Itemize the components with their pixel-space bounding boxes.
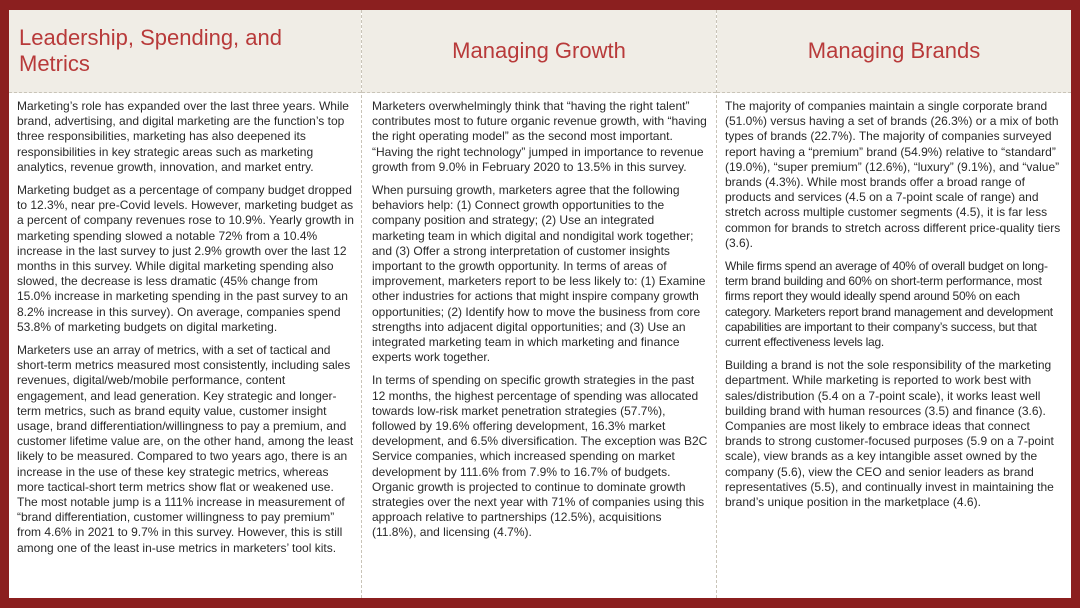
column-body [362, 93, 716, 541]
column-title: Managing Brands [717, 10, 1071, 93]
column-body [717, 93, 1071, 510]
paragraph: Marketing’s role has expanded over the last three years. While brand, advertising, and digital marketing are the function’s top three responsibilities, marketing has also deepened its responsibilities in key strategic areas such as marketing analytics, revenue growth, innovation, and market entry. [17, 99, 349, 174]
paragraph: Building a brand is not the sole responsibility of the marketing department. While marketing is reported to work best with sales/distribution (5.4 on a 7-point scale), it works least well building brand with human resources (3.5) and finance (3.6). Companies are most likely to embrace ideas that connect brands to strong customer-focused purposes (5.9 on a 7-point scale), view brands as a key intangible asset owned by the company (5.6), view the CEO and senior leaders as brand representatives (5.5), and continually invest in maintaining the brand’s unique position in the marketplace (4.6). [725, 358, 1054, 510]
paragraph: The majority of companies maintain a single corporate brand (51.0%) versus having a set of brands (26.3%) or a mix of both types of brands (22.7%). The majority of companies surveyed report having a “premium” brand (54.9%) relative to “standard” (19.0%), “super premium” (12.6%), “luxury” (9.1%), and “value” brands (4.3%). While most brands offer a broad range of products and services (4.5 on a 7-point scale of range) and stretch across multiple customer segments (4.5), it is far less common for brands to stretch across different price-quality tiers (3.6). [725, 99, 1061, 250]
paragraph: When pursuing growth, marketers agree that the following behaviors help: (1) Connect growth opportunities to the company position and strategy; (2) Use an integrated marketing team in which digital and nondigital work together; and (3) Offer a strong interpretation of customer insights important to the growth opportunity. In terms of areas of improvement, marketers report to be less likely to: (1) Examine other industries for actions that might inspire company growth opportunities; (2) Identify how to move the business from core strengths into adjacent digital opportunities; and (3) Use an integrated marketing team in which marketing and finance experts work together. [372, 183, 706, 365]
column-leadership [9, 10, 361, 598]
paragraph: Marketing budget as a percentage of company budget dropped to 12.3%, near pre-Covid levels. However, marketing budget as a percent of company revenues rose to 10.9%. Yearly growth in marketing spending slowed a notable 72% from a 10.4% increase in the last survey to just 2.9% growth over the last 12 months in this survey. While digital marketing spending also slowed, the decrease is less dramatic (45% change from 15.0% increase in marketing spending in the past survey to an 8.2% increase in this survey). On average, companies spend 53.8% of marketing budgets on digital marketing. [17, 183, 354, 334]
column-body [9, 93, 361, 556]
column-brands [716, 10, 1071, 598]
paragraph: While firms spend an average of 40% of overall budget on long-term brand building and 60% on short-term performance, most firms report they would ideally spend around 50% on each category. Marketers report brand management and development capabilities are important to their company’s success, but that current effectiveness levels lag. [725, 259, 1053, 350]
paragraph: Marketers overwhelmingly think that “having the right talent” contributes most to future organic revenue growth, with “having the right operating model” as the second most important. “Having the right technology” jumped in importance to revenue growth from 9.0% in February 2020 to 13.5% in this survey. [372, 99, 707, 174]
paragraph: Marketers use an array of metrics, with a set of tactical and short-term metrics measured most consistently, including sales revenues, digital/web/mobile performance, content engagement, and lead generation. Key strategic and longer-term metrics, such as brand equity value, customer insight usage, brand differentiation/willingness to pay a premium, and customer lifetime value are, on the other hand, among the least likely to be measured. Compared to two years ago, there is an increase in the use of these key strategic metrics, whereas more tactical-short term metrics show flat or weakened use. The most notable jump is a 111% increase in measurement of “brand differentiation, customer willingness to pay premium” from 4.6% in 2021 to 9.7% in this survey. However, this is still among one of the least in-use metrics in marketers’ tool kits. [17, 343, 354, 555]
column-title: Leadership, Spending, and Metrics [9, 10, 361, 93]
paragraph: In terms of spending on specific growth strategies in the past 12 months, the highest percentage of spending was allocated towards low-risk market penetration strategies (57.7%), followed by 19.6% offering development, 16.3% market development, and 6.5% diversification. The exception was B2C Service companies, which increased spending on market development by 111.6% from 7.9% to 16.7% of budgets. Organic growth is projected to continue to dominate growth strategies over the next year with 71% of companies using this approach relative to partnerships (12.5%), acquisitions (11.8%), and licensing (4.7%). [372, 373, 708, 540]
content-panel [9, 10, 1071, 598]
column-growth [361, 10, 716, 598]
column-title: Managing Growth [362, 10, 716, 93]
